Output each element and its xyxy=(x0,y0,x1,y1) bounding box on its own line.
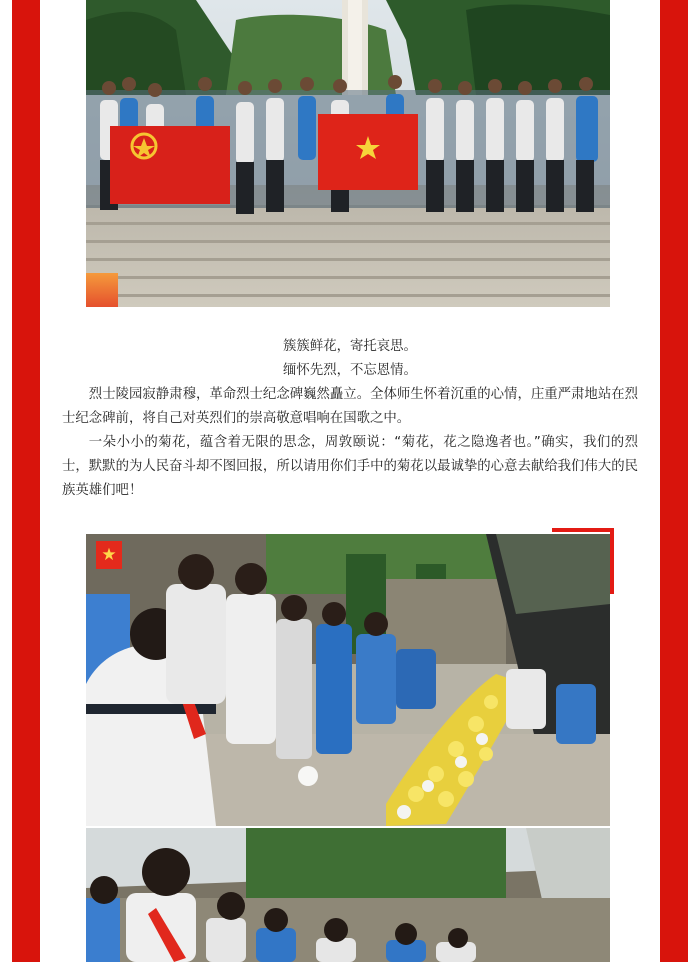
headline-line-1: 簇簇鲜花，寄托哀思。 xyxy=(283,339,417,354)
accent-gradient-swatch xyxy=(86,273,118,307)
photo-laying-flowers xyxy=(86,534,610,826)
headline-line-2: 缅怀先烈，不忘恩情。 xyxy=(283,363,417,378)
photo-students-with-flags xyxy=(86,0,610,307)
paragraph-2: 一朵小小的菊花，蕴含着无限的思念，周敦颐说：“菊花，花之隐逸者也。”确实，我们的烈士，默默的为人民奋斗却不图回报，所以请用你们手中的菊花以最诚挚的心意去献给我们伟大的民族英雄们吧！ xyxy=(62,435,638,498)
left-red-border xyxy=(12,0,40,962)
right-red-border xyxy=(660,0,688,962)
article-text xyxy=(62,335,638,503)
paragraph-1: 烈士陵园寂静肃穆，革命烈士纪念碑巍然矗立。全体师生怀着沉重的心情，庄重严肃地站在烈士纪念碑前，将自己对英烈们的崇高敬意唱响在国歌之中。 xyxy=(62,387,638,426)
star-icon: ★ xyxy=(96,541,122,569)
corner-red-bracket xyxy=(552,528,614,594)
photo-students-at-memorial xyxy=(86,828,610,962)
